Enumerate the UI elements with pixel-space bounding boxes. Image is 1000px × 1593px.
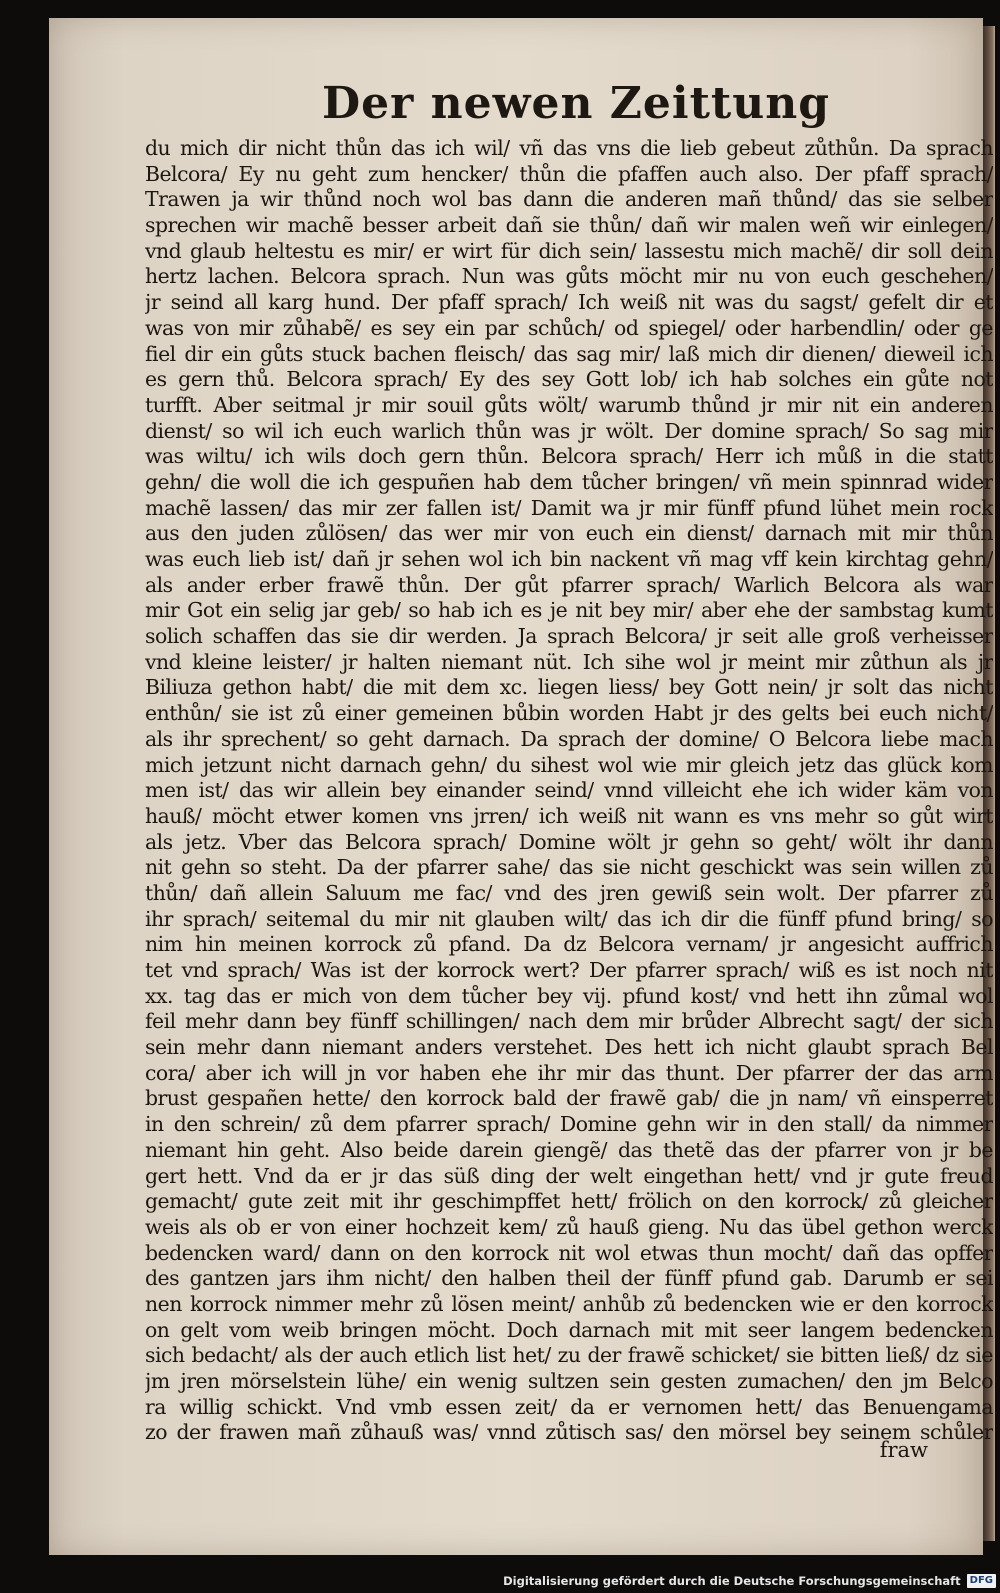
running-head: Der newen Zeittung [321,78,831,129]
text-line: vnd kleine leister/ jr halten niemant nüt. Ich sihe wol jr meint mir zůthun als jr [145,649,993,674]
text-line: enthůn/ sie ist zů einer gemeinen bůbin worden Habt jr des gelts bei euch nicht/ [145,701,993,726]
dfg-logo: DFG [967,1574,996,1588]
text-line: vnd glaub heltestu es mir/ er wirt für dich sein/ lassestu mich machẽ/ dir soll dein [145,238,993,263]
text-line: niemant hin geht. Also beide darein giengẽ/ das thetẽ das der pfarrer von jr be [145,1137,993,1162]
text-line: jm jren mörselstein lühe/ ein wenig sultzen sein gesten zumachen/ den jm Belco [145,1369,993,1393]
text-line: hauß/ möcht etwer komen vns jrren/ ich weiß nit wann es vns mehr so gůt wirt [145,803,993,828]
catchword: fraw [879,1438,928,1462]
text-line: ra willig schickt. Vnd vmb essen zeit/ da er vernomen hett/ das Benuengama [145,1394,993,1419]
text-line: sein mehr dann niemant anders verstehet. Des hett ich nicht glaubt sprach Bel [145,1035,993,1060]
text-line: xx. tag das er mich von dem tůcher bey vij. pfund kost/ vnd hett ihn zůmal wol [145,983,993,1008]
body-text [145,136,993,1446]
text-line: in den schrein/ zů dem pfarrer sprach/ Domine gehn wir in den stall/ da nimmer [145,1112,993,1137]
text-line: dienst/ so wil ich euch warlich thůn was jr wölt. Der domine sprach/ So sag mir [145,418,993,443]
text-line: hertz lachen. Belcora sprach. Nun was gůts möcht mir nu von euch geschehen/ [145,264,993,289]
text-line: gemacht/ gute zeit mit ihr geschimpffet hett/ frölich on den korrock/ zů gleicher [145,1189,993,1214]
text-line: Biliuza gethon habt/ die mit dem xc. liegen liess/ bey Gott nein/ jr solt das nicht [145,675,993,700]
footer-credit: Digitalisierung gefördert durch die Deutsche Forschungsgemeinschaft [503,1574,961,1588]
text-line: als jetz. Vber das Belcora sprach/ Domine wölt jr gehn so geht/ wölt ihr dann [145,829,993,854]
text-line: sprechen wir machẽ besser arbeit dañ sie thůn/ dañ wir malen weñ wir einlegen/ [145,213,993,238]
text-line: machẽ lassen/ das mir zer fallen ist/ Damit wa jr mir fünff pfund lühet mein rock [145,495,993,520]
text-line: on gelt vom weib bringen möcht. Doch darnach mit mit seer langem bedencken [145,1317,993,1342]
text-line: tet vnd sprach/ Was ist der korrock wert? Der pfarrer sprach/ wiß es ist noch nit [145,958,993,982]
text-line: solich schaffen das sie dir werden. Ja sprach Belcora/ jr seit alle groß verheisser [145,624,993,649]
text-line: Belcora/ Ey nu geht zum hencker/ thůn die pfaffen auch also. Der pfaff sprach/ [145,161,993,186]
text-line: du mich dir nicht thůn das ich wil/ vñ das vns die lieb gebeut zůthůn. Da sprach [145,136,993,160]
text-line: bedencken ward/ dann on den korrock nit wol etwas thun mocht/ dañ das opffer [145,1240,993,1265]
text-line: es gern thů. Belcora sprach/ Ey des sey Gott lob/ ich hab solches ein gůte not [145,367,993,392]
text-line: mich jetzunt nicht darnach gehn/ du sihest wol wie mir gleich jetz das glück kom [145,752,993,777]
text-line: feil mehr dann bey fünff schillingen/ nach dem mir brůder Albrecht sagt/ der sich [145,1009,993,1034]
text-line: nit gehn so steht. Da der pfarrer sahe/ das sie nicht geschickt was sein willen zů [145,855,993,880]
text-line: jr seind all karg hund. Der pfaff sprach/ Ich weiß nit was du sagst/ gefelt dir et [145,290,993,315]
text-line: als ander erber frawẽ thůn. Der gůt pfarrer sprach/ Warlich Belcora als war [145,572,993,597]
text-line: brust gespañen hette/ den korrock bald der frawẽ gab/ die jn nam/ vñ einsperret [145,1086,993,1111]
text-line: turfft. Aber seitmal jr mir souil gůts wölt/ warumb thůnd jr mir nit ein anderen [145,392,993,417]
text-line: als ihr sprechent/ so geht darnach. Da sprach der domine/ O Belcora liebe mach [145,726,993,751]
text-line: men ist/ das wir allein bey einander seind/ vnnd villeicht ehe ich wider käm von [145,778,993,803]
text-line: sich bedacht/ als der auch etlich list het/ zu der frawẽ schicket/ sie bitten ließ/ dz sie [145,1343,993,1368]
text-line: gert hett. Vnd da er jr das süß ding der welt eingethan hett/ vnd jr gute freud [145,1163,993,1188]
text-line: cora/ aber ich will jn vor haben ehe ihr mir das thunt. Der pfarrer der das arm [145,1060,993,1085]
digitization-footer [503,1572,996,1590]
text-line: ihr sprach/ seitemal du mir nit glauben wilt/ das ich dir die fünff pfund bring/ so [145,906,993,931]
text-line: nen korrock nimmer mehr zů lösen meint/ anhůb zů bedencken wie er den korrock [145,1291,993,1316]
text-line: fiel dir ein gůts stuck bachen fleisch/ das sag mir/ laß mich dir dienen/ dieweil ich [145,341,993,366]
text-line: Trawen ja wir thůnd noch wol bas dann die anderen mañ thůnd/ das sie selber [145,187,993,212]
text-line: nim hin meinen korrock zů pfand. Da dz Belcora vernam/ jr angesicht auffrich [145,932,993,957]
text-line: thůn/ dañ allein Saluum me fac/ vnd des jren gewiß sein wolt. Der pfarrer zů [145,880,993,905]
text-line: des gantzen jars ihm nicht/ den halben theil der fünff pfund gab. Darumb er sei [145,1266,993,1291]
text-line: aus den juden zůlösen/ das wer mir von euch ein dienst/ darnach mit mir thůn [145,521,993,546]
text-line: gehn/ die woll die ich gespuñen hab dem tůcher bringen/ vñ mein spinnrad wider [145,469,993,494]
text-line: was von mir zůhabẽ/ es sey ein par schůch/ od spiegel/ oder harbendlin/ oder ge [145,315,993,340]
text-line: weis als ob er von einer hochzeit kem/ zů hauß gieng. Nu das übel gethon werck [145,1214,993,1239]
book-page [49,18,993,1555]
text-line: mir Got ein selig jar geb/ so hab ich es je nit bey mir/ aber ehe der sambstag kumt [145,598,993,623]
text-line: was euch lieb ist/ dañ jr sehen wol ich bin nackent vñ mag vff kein kirchtag gehn/ [145,547,993,571]
text-line: zo der frawen mañ zůhauß was/ vnnd zůtisch sas/ den mörsel bey seinem schůler [145,1420,993,1445]
text-line: was wiltu/ ich wils doch gern thůn. Belcora sprach/ Herr ich můß in die statt [145,444,993,469]
